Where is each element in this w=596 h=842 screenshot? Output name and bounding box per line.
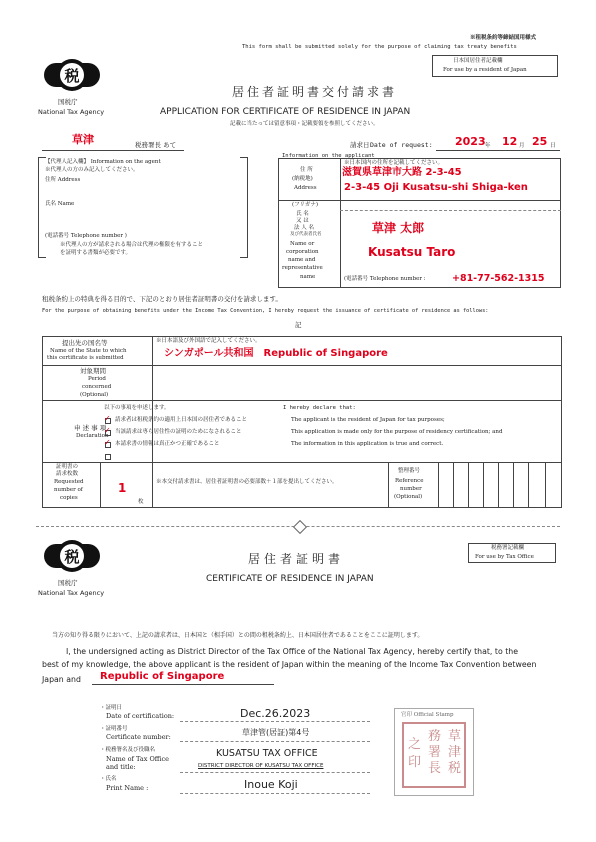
tax-emblem-icon <box>42 55 102 95</box>
agency-logo-top <box>38 55 105 121</box>
cert-office-field[interactable]: KUSATSU TAX OFFICE <box>216 748 318 759</box>
agency-logo-bottom: 税 国税庁 National Tax Agency <box>42 536 102 602</box>
addr-note: ※日本国内の住所を記載してください。 <box>344 160 444 166</box>
stamp-label: 官印 Official Stamp <box>401 712 454 718</box>
treaty-en: For the purpose of obtaining benefits under the Income Tax Convention, I hereby request the issuance of certificate of residence as follows: <box>42 308 489 314</box>
agent-phone-label: (電話番号 Telephone number ) <box>45 233 127 239</box>
month-value[interactable]: 12 <box>502 135 518 148</box>
date-request-en: Date of request: <box>370 141 433 149</box>
svg-text:草: 草 <box>448 729 462 744</box>
svg-text:署: 署 <box>428 745 442 760</box>
official-seal <box>402 722 466 788</box>
svg-text:税: 税 <box>64 548 80 566</box>
svg-text:務: 務 <box>428 729 442 744</box>
agent-proxy-note-1: ※代理人の方が請求される場合は代理の権限を有すること <box>60 242 204 248</box>
svg-text:税: 税 <box>64 67 80 85</box>
treaty-jp: 租税条約上の特典を得る目的で、下記のとおり居住者証明書の交付を請求します。 <box>42 295 282 303</box>
cert-statement-en-3: Japan and <box>42 675 81 684</box>
year-value[interactable]: 2023 <box>455 135 486 148</box>
svg-text:津: 津 <box>448 745 462 760</box>
form-note: ※租税条約等締結国用様式 <box>470 35 537 41</box>
seal-icon <box>404 724 464 786</box>
cert-office-title: DISTRICT DIRECTOR OF KUSATSU TAX OFFICE <box>198 763 324 769</box>
cert-number-field[interactable]: 草津管(居証)第4号 <box>242 728 310 737</box>
application-title-jp: 居住者証明書交付請求書 <box>232 85 398 99</box>
office-suffix: 税務署長 あて <box>135 141 177 149</box>
state-note: ※日本語及び外国語で記入してください。 <box>156 338 261 344</box>
resident-use-jp: 日本国居住者記載欄 <box>453 58 503 64</box>
certificate-title-jp: 居住者証明書 <box>248 552 345 566</box>
decl-extra-checkbox[interactable] <box>105 454 111 460</box>
certificate-title-en: CERTIFICATE OF RESIDENCE IN JAPAN <box>206 574 374 584</box>
check-mark-icon: ✓ <box>104 414 111 423</box>
name-en-field[interactable]: Kusatsu Taro <box>368 245 456 259</box>
cert-print-name-field[interactable]: Inoue Koji <box>244 778 298 791</box>
check-mark-icon: ✓ <box>104 426 111 435</box>
address-jp-field[interactable]: 滋賀県草津市大路 2-3-45 <box>342 167 462 178</box>
agency-name-en: National Tax Agency <box>38 108 105 116</box>
application-title-en: APPLICATION FOR CERTIFICATE OF RESIDENCE IN JAPAN <box>160 107 411 117</box>
day-value[interactable]: 25 <box>532 135 548 148</box>
ki: 記 <box>295 321 302 329</box>
tax-emblem-icon <box>42 536 102 576</box>
resident-use-box <box>432 55 558 77</box>
agent-title: 【代理人記入欄】 Information on the agent <box>45 159 161 165</box>
phone-label: (電話番号 Telephone number : <box>344 276 426 282</box>
agent-proxy-note-2: を証明する書類が必要です。 <box>60 250 132 256</box>
info-applicant: Information on the applicant <box>282 153 375 159</box>
agency-name-jp: 国税庁 <box>58 98 78 106</box>
cert-statement-en-1: I, the undersigned acting as District Director of the Tax Office of the National Tax Agency, hereby certify that, to the <box>66 647 518 656</box>
agent-note: ※代理人の方のみ記入してください。 <box>45 167 139 173</box>
copies-field[interactable]: 1 <box>118 481 127 495</box>
svg-text:之: 之 <box>408 737 422 752</box>
decl-intro-jp: 以下の事項を申述します。 <box>104 405 170 411</box>
cert-statement-en-2: best of my knowledge, the above applicant is the resident of Japan within the meaning of the Income Tax Convention between <box>42 660 537 669</box>
cert-date-field[interactable]: Dec.26.2023 <box>240 707 311 720</box>
resident-use-en: For use by a resident of Japan <box>443 67 527 73</box>
agent-address-label: 住所 Address <box>45 177 81 183</box>
svg-text:税: 税 <box>448 761 462 776</box>
cert-country-field[interactable]: Republic of Singapore <box>100 671 225 682</box>
phone-field[interactable]: +81-77-562-1315 <box>452 273 545 284</box>
svg-text:印: 印 <box>408 755 422 770</box>
address-en-field[interactable]: 2-3-45 Oji Kusatsu-shi Shiga-ken <box>344 182 528 193</box>
decl-intro-en: I hereby declare that: <box>283 405 356 411</box>
date-request-label: 請求日 <box>350 141 370 149</box>
svg-text:長: 長 <box>428 761 442 776</box>
submit-note: This form shall be submitted solely for the purpose of claiming tax treaty benefits <box>242 44 517 50</box>
divider-diamond <box>293 520 307 534</box>
check-mark-icon: ✓ <box>104 438 111 447</box>
agent-name-label: 氏名 Name <box>45 201 75 207</box>
instruction-jp: 記載に当たっては留意事項・記載要領を参照してください。 <box>230 121 379 127</box>
name-jp-field[interactable]: 草津 太郎 <box>372 221 425 235</box>
office-name[interactable]: 草津 <box>72 133 94 146</box>
cert-statement-jp: 当方の知り得る限りにおいて、上記の請求者は、日本国と（相手国）との間の租税条約上、日本国居住者であることをここに証明します。 <box>52 632 424 639</box>
copies-note: ※本交付請求書は、居住者証明書の必要部数＋１部を提出してください。 <box>156 479 338 485</box>
state-field[interactable]: シンガポール共和国 Republic of Singapore <box>164 348 388 359</box>
office-use-box: 税務署記載欄 For use by Tax Office <box>468 543 556 563</box>
